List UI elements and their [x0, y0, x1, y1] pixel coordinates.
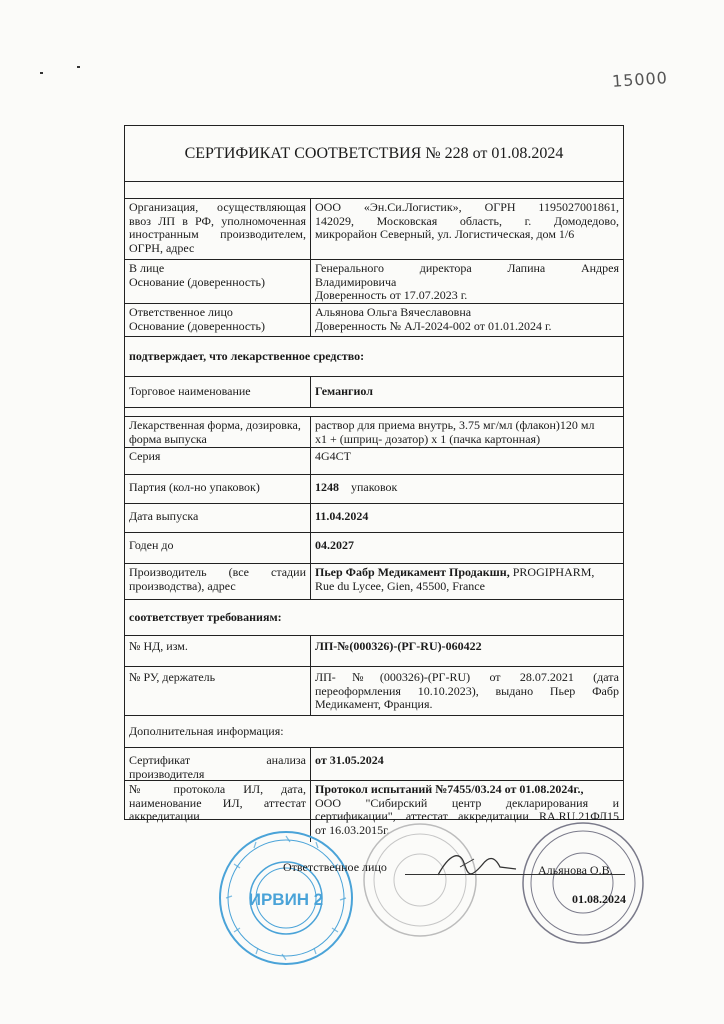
batch-label: Партия (кол-но упаковок) — [125, 475, 311, 503]
expiry-row — [125, 533, 623, 564]
ru-label: № РУ, держатель — [125, 667, 311, 715]
person-value: Генерального директора Лапина Андрея Владимировича Доверенность от 17.07.2023 г. — [315, 261, 619, 302]
protocol-label: № протокола ИЛ, дата, наименование ИЛ, аттестат аккредитации — [125, 781, 311, 842]
analysis-row — [125, 748, 623, 781]
handwritten-note: 15000 — [611, 68, 669, 91]
protocol-value: Протокол испытаний №7455/03.24 от 01.08.2024г., ООО "Сибирский центр декларирования и сертификации", аттестат аккредитации RA.RU.21ФЛ15 от 16.03.2015г. — [315, 782, 619, 837]
trade-name-label: Торговое наименование — [125, 377, 311, 407]
certificate-title: СЕРТИФИКАТ СООТВЕТСТВИЯ № 228 от 01.08.2024 — [125, 126, 623, 182]
dosage-form-row — [125, 417, 623, 448]
stamp-center-text: ИРВИН 2 — [248, 890, 324, 909]
nd-row — [125, 636, 623, 667]
company-stamp-left — [216, 828, 356, 968]
ru-row — [125, 667, 623, 716]
person-label: В лице Основание (доверенность) — [125, 260, 311, 303]
ru-value: ЛП-№(000326)-(РГ-RU) от 28.07.2021 (дата переоформления 10.10.2023), выдано Пьер Фабр Медикамент, Франция. — [315, 670, 619, 711]
spacer-row — [125, 182, 623, 199]
confirms-heading: подтверждает, что лекарственное средство: — [125, 337, 623, 377]
responsible-value: Альянова Ольга Вячеславовна Доверенность № АЛ-2024-002 от 01.01.2024 г. — [315, 305, 552, 333]
signer-name: Альянова О.В. — [538, 863, 613, 877]
responsible-row — [125, 304, 623, 337]
release-date-value: 11.04.2024 — [315, 509, 369, 523]
series-row — [125, 448, 623, 475]
expiry-value: 04.2027 — [315, 538, 354, 552]
signature-date: 01.08.2024 — [572, 892, 626, 906]
scan-speck — [40, 72, 43, 74]
series-value: 4G4CT — [315, 449, 351, 463]
release-date-row — [125, 504, 623, 533]
nd-label: № НД, изм. — [125, 636, 311, 666]
scan-speck — [77, 66, 80, 68]
handwritten-signature — [430, 845, 520, 885]
series-label: Серия — [125, 448, 311, 474]
manufacturer-row — [125, 564, 623, 600]
additional-info-heading: Дополнительная информация: — [125, 716, 623, 748]
dosage-form-value: раствор для приема внутрь, 3.75 мг/мл (флакон)120 мл x1 + (шприц- дозатор) x 1 (пачка картонная) — [315, 418, 595, 446]
analysis-value: от 31.05.2024 — [315, 753, 384, 767]
trade-name-value: Гемангиол — [315, 384, 373, 398]
organization-row — [125, 199, 623, 260]
spacer-row — [125, 408, 623, 417]
manufacturer-label: Производитель (все стадии производства), адрес — [125, 564, 311, 599]
batch-value: 1248 упаковок — [315, 480, 398, 494]
company-stamp-right — [520, 820, 646, 946]
nd-value: ЛП-№(000326)-(РГ-RU)-060422 — [315, 639, 482, 653]
batch-row — [125, 475, 623, 504]
organization-value: ООО «Эн.Си.Логистик», ОГРН 1195027001861, 142029, Московская область, г. Домодедово, микрорайон Северный, ул. Логистическая, дом 1/6 — [315, 200, 619, 241]
signature-label: Ответственное лицо — [283, 860, 387, 874]
release-date-label: Дата выпуска — [125, 504, 311, 532]
responsible-label: Ответственное лицо Основание (доверенность) — [125, 304, 311, 336]
organization-label: Организация, осуществляющая ввоз ЛП в РФ, уполномоченная иностранным производителем, ОГРН, адрес — [125, 199, 311, 259]
dosage-form-label: Лекарственная форма, дозировка, форма выпуска — [125, 417, 311, 447]
expiry-label: Годен до — [125, 533, 311, 563]
trade-name-row — [125, 377, 623, 408]
person-row — [125, 260, 623, 304]
complies-heading: соответствует требованиям: — [125, 600, 623, 636]
analysis-label: Сертификат анализа производителя — [125, 748, 311, 780]
certificate-table — [124, 125, 624, 837]
manufacturer-value: Пьер Фабр Медикамент Продакшн, PROGIPHARM, Rue du Lycee, Gien, 45500, France — [315, 565, 595, 593]
